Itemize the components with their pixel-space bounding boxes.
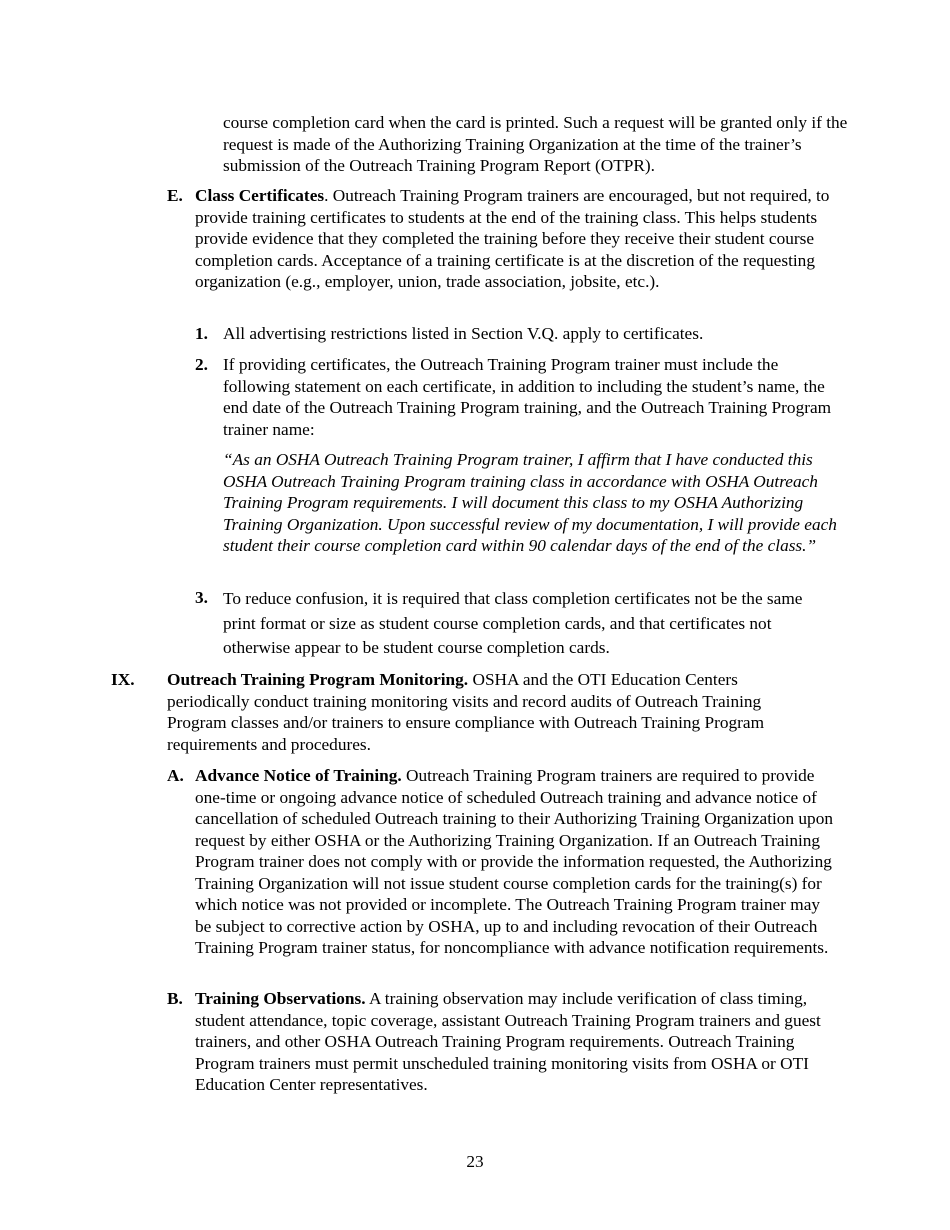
item-1-number: 1. — [195, 324, 208, 343]
item-3-text: To reduce confusion, it is required that class completion certificates not be the same print format or size as student course completion cards, and that certificates not otherwise appear to be student course completion cards. — [223, 589, 803, 657]
section-ix-text: OSHA and the OTI Education Centers periodically conduct training monitoring visits and record audits of Outreach Training Program classes and/or trainers to ensure compliance with Outreach Training Program requirements and procedures. — [167, 670, 765, 754]
section-ix-title: Outreach Training Program Monitoring. — [167, 670, 469, 689]
section-ix-label: IX. — [111, 670, 135, 689]
item-3-number: 3. — [195, 588, 208, 607]
subsection-b-label: B. — [167, 989, 183, 1008]
page-number: 23 — [466, 1152, 484, 1171]
subsection-a-paragraph — [195, 765, 840, 959]
subsection-b-paragraph — [195, 988, 835, 1096]
continuation-paragraph: course completion card when the card is printed. Such a request will be granted only if the request is made of the Authorizing Training Organization at the time of the trainer’s submission of the Outreach Training Program Report (OTPR). — [223, 113, 848, 175]
subsection-a-title: Advance Notice of Training. — [195, 766, 402, 785]
item-1-text: All advertising restrictions listed in Section V.Q. apply to certificates. — [223, 324, 704, 343]
subsection-a-text: Outreach Training Program trainers are required to provide one-time or ongoing advance notice of scheduled Outreach training and advance notice of cancellation of scheduled Outreach training to their Authorizing Training Organization upon request by either OSHA or the Authorizing Training Organization. If an Outreach Training Program trainer does not comply with or provide the information requested, the Authorizing Training Organization will not issue student course completion cards for the training(s) for which notice was not provided or incomplete. The Outreach Training Program trainer may be subject to corrective action by OSHA, up to and including revocation of their Outreach Training Program trainer status, for noncompliance with advance notification requirements. — [195, 766, 833, 957]
subsection-b-title: Training Observations. — [195, 989, 366, 1008]
section-e-text: . Outreach Training Program trainers are encouraged, but not required, to provide training certificates to students at the end of the training class. This helps students provide evidence that they completed the training before they receive their student course completion cards. Acceptance of a training certificate is at the discretion of the requesting organization (e.g., employer, union, trade association, jobsite, etc.). — [195, 186, 830, 291]
subsection-a-label: A. — [167, 766, 184, 785]
section-ix-paragraph — [167, 669, 822, 755]
item-2-number: 2. — [195, 355, 208, 374]
section-e-title: Class Certificates — [195, 186, 325, 205]
item-2-text: If providing certificates, the Outreach Training Program trainer must include the following statement on each certificate, in addition to including the student’s name, the end date of the Outreach Training Program training, and the Outreach Training Program trainer name: — [223, 355, 832, 439]
subsection-b-text: A training observation may include verification of class timing, student attendance, topic coverage, assistant Outreach Training Program trainers and guest trainers, and other OSHA Outreach Training Program requirements. Outreach Training Program trainers must permit unscheduled training monitoring visits from OSHA or OTI Education Center representatives. — [195, 989, 821, 1094]
certificate-statement-quote: “As an OSHA Outreach Training Program trainer, I affirm that I have conducted this OSHA Outreach Training Program training class in accordance with OSHA Outreach Training Program requirements. I will document this class to my OSHA Authorizing Training Organization. Upon successful review of my documentation, I will provide each student their course completion card within 90 calendar days of the end of the class.” — [223, 450, 837, 555]
section-e-paragraph — [195, 185, 835, 293]
section-e-label: E. — [167, 186, 183, 205]
